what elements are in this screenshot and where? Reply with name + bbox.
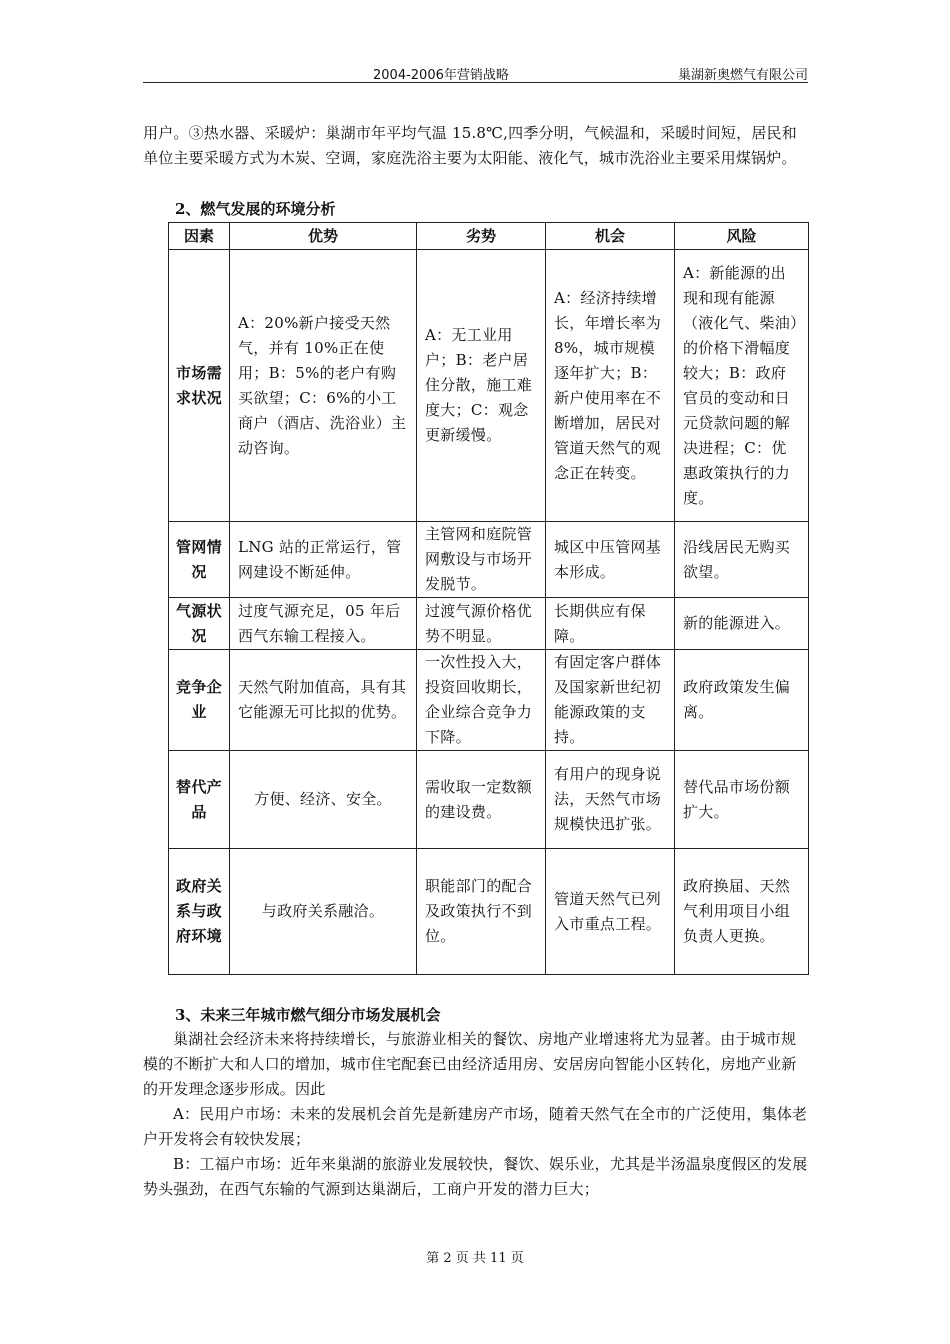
disadvantage-cell: 职能部门的配合及政策执行不到位。 [417,849,546,975]
section2-heading: 2、燃气发展的环境分析 [175,200,336,218]
header-advantage: 优势 [230,223,417,250]
section3-heading: 3、未来三年城市燃气细分市场发展机会 [175,1006,441,1024]
document-title: 2004-2006年营销战略 [373,68,509,83]
advantage-cell: LNG 站的正常运行，管网建设不断延伸。 [230,522,417,598]
table-row [169,522,809,598]
risk-cell: 替代品市场份额扩大。 [675,751,809,849]
table-row [169,650,809,751]
table-row [169,250,809,522]
factor-cell: 气源状况 [169,598,230,650]
table-row [169,598,809,650]
disadvantage-cell: A：无工业用户；B：老户居住分散，施工难度大；C：观念更新缓慢。 [417,250,546,522]
item-a-paragraph: A：民用户市场：未来的发展机会首先是新建房产市场，随着天然气在全市的广泛使用，集体老户开发将会有较快发展； [143,1105,808,1148]
item-b-paragraph: B：工福户市场：近年来巢湖的旅游业发展较快，餐饮、娱乐业，尤其是半汤温泉度假区的发展势头强劲，在西气东输的气源到达巢湖后，工商户开发的潜力巨大； [143,1155,808,1198]
table-header-row [169,223,809,250]
disadvantage-cell: 一次性投入大，投资回收期长，企业综合竞争力下降。 [417,650,546,751]
page-footer: 第 2 页 共 11 页 [426,1251,524,1266]
intro-paragraph: 用户。③热水器、采暖炉：巢湖市年平均气温 15.8℃,四季分明，气候温和，采暖时间短，居民和单位主要采暖方式为木炭、空调，家庭洗浴主要为太阳能、液化气，城市洗浴业主要采用煤锅炉。 [143,124,797,167]
opportunity-cell: 城区中压管网基本形成。 [546,522,675,598]
advantage-cell: 方便、经济、安全。 [230,751,417,849]
opportunity-cell: 有固定客户群体及国家新世纪初能源政策的支持。 [546,650,675,751]
environment-analysis-table [168,222,809,975]
header-opportunity: 机会 [546,223,675,250]
header-risk: 风险 [675,223,809,250]
risk-cell: 政府换届、天然气利用项目小组负责人更换。 [675,849,809,975]
risk-cell: A：新能源的出现和现有能源（液化气、柴油）的价格下滑幅度较大；B：政府官员的变动和日元贷款问题的解决进程；C：优惠政策执行的力度。 [675,250,809,522]
disadvantage-cell: 需收取一定数额的建设费。 [417,751,546,849]
disadvantage-cell: 过渡气源价格优势不明显。 [417,598,546,650]
risk-cell: 沿线居民无购买欲望。 [675,522,809,598]
risk-cell: 新的能源进入。 [675,598,809,650]
opportunity-cell: 有用户的现身说法，天然气市场规模快迅扩张。 [546,751,675,849]
page-header [143,62,808,83]
factor-cell: 市场需求状况 [169,250,230,522]
factor-cell: 管网情况 [169,522,230,598]
table-row [169,751,809,849]
table-row [169,849,809,975]
factor-cell: 替代产品 [169,751,230,849]
opportunity-cell: A：经济持续增长，年增长率为 8%，城市规模逐年扩大；B：新户使用率在不断增加，居民对管道天然气的观念正在转变。 [546,250,675,522]
advantage-cell: 与政府关系融洽。 [230,849,417,975]
opportunity-cell: 长期供应有保障。 [546,598,675,650]
header-factor: 因素 [169,223,230,250]
disadvantage-cell: 主管网和庭院管网敷设与市场开发脱节。 [417,522,546,598]
factor-cell: 竞争企业 [169,650,230,751]
risk-cell: 政府政策发生偏离。 [675,650,809,751]
advantage-cell: 过度气源充足，05 年后西气东输工程接入。 [230,598,417,650]
opportunity-cell: 管道天然气已列入市重点工程。 [546,849,675,975]
advantage-cell: A：20%新户接受天然气，并有 10%正在使用；B：5%的老户有购买欲望；C：6%的小工商户（酒店、洗浴业）主动咨询。 [230,250,417,522]
section3-paragraph: 巢湖社会经济未来将持续增长，与旅游业相关的餐饮、房地产业增速将尤为显著。由于城市规模的不断扩大和人口的增加，城市住宅配套已由经济适用房、安居房向智能小区转化，房地产业新的开发理念逐步形成。因此 [143,1030,797,1098]
header-disadvantage: 劣势 [417,223,546,250]
factor-cell: 政府关系与政府环境 [169,849,230,975]
company-name: 巢湖新奥燃气有限公司 [677,68,808,83]
advantage-cell: 天然气附加值高，具有其它能源无可比拟的优势。 [230,650,417,751]
